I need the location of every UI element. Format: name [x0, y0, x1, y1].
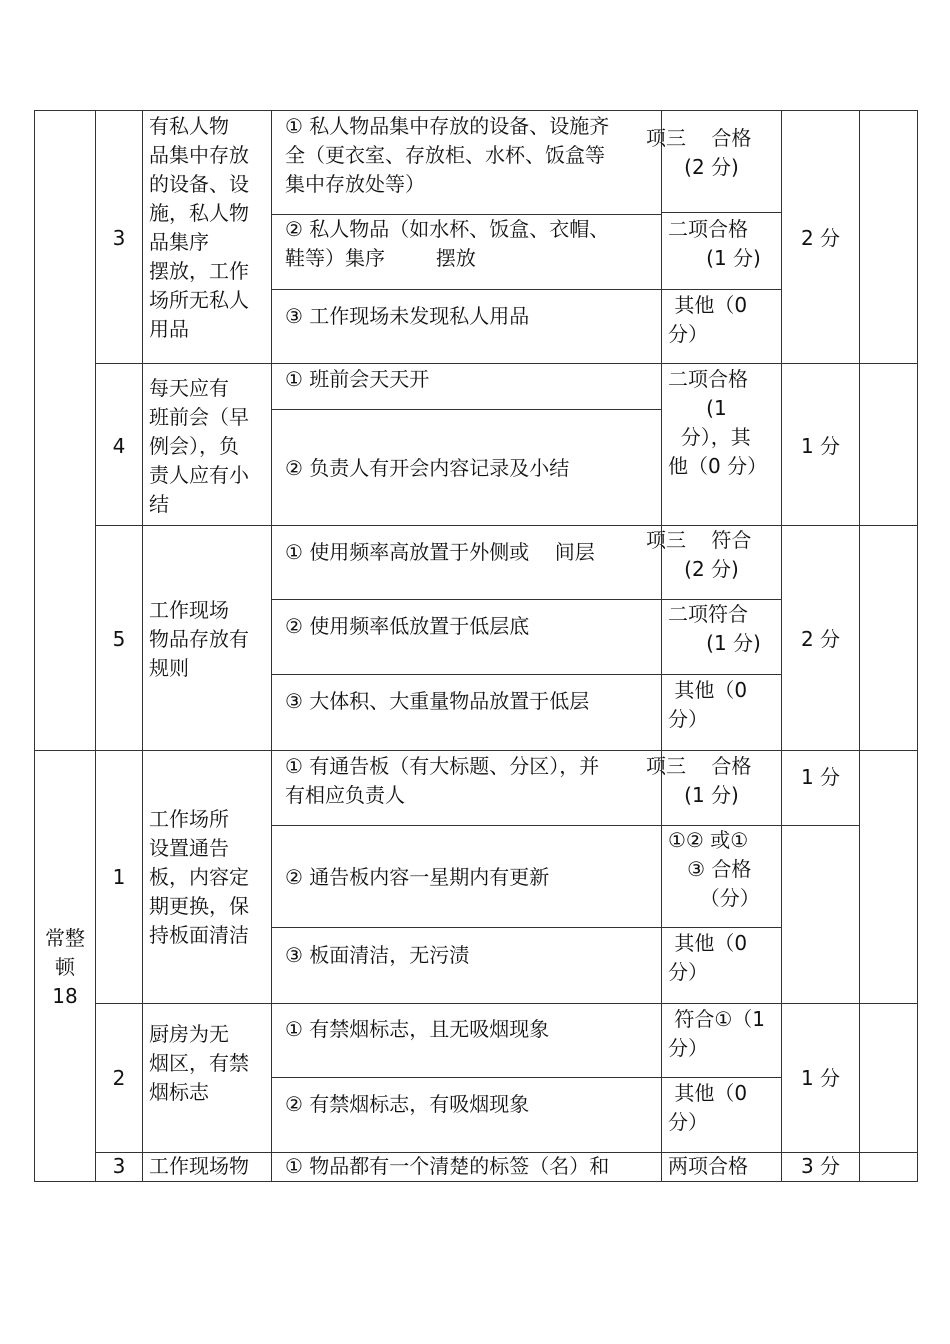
- grade-text: 项三 符合 (2 分): [646, 528, 752, 581]
- score-text: 2 分: [800, 226, 841, 250]
- criterion-text: ② 私人物品（如水杯、饭盒、衣帽、 鞋等）集序 摆放: [285, 217, 610, 270]
- col-border: [917, 110, 918, 1182]
- group-divider: [95, 363, 918, 364]
- col-border: [859, 110, 860, 1182]
- criterion-text: ③ 大体积、大重量物品放置于低层: [285, 689, 590, 713]
- item-number: 5: [112, 627, 126, 651]
- col-border: [34, 110, 35, 1182]
- criterion-text: ③ 工作现场未发现私人用品: [285, 304, 530, 328]
- requirement-text: 有私人物 品集中存放 的设备、设 施，私人物 品集序 摆放，工作 场所无私人 用品: [149, 114, 249, 341]
- requirement-text: 厨房为无 烟区，有禁 烟标志: [149, 1022, 249, 1104]
- item-number: 2: [112, 1066, 126, 1090]
- criterion-text: ② 通告板内容一星期内有更新: [285, 865, 550, 889]
- col-border: [271, 110, 272, 1182]
- requirement-text: 工作场所 设置通告 板，内容定 期更换，保 持板面清洁: [149, 807, 249, 947]
- grade-text: 二项合格 (1 分): [668, 217, 761, 270]
- row-divider: [271, 409, 661, 410]
- grade-text: 其他（0 分）: [668, 293, 748, 346]
- requirement-text: 每天应有 班前会（早 例会），负 责人应有小 结: [149, 376, 249, 516]
- grade-text: 项三 合格 (1 分): [646, 754, 752, 807]
- criterion-text: ③ 板面清洁，无污渍: [285, 943, 470, 967]
- row-divider: [271, 1077, 781, 1078]
- criterion-text: ② 负责人有开会内容记录及小结: [285, 456, 570, 480]
- item-number: 4: [112, 434, 126, 458]
- col-border: [661, 110, 662, 1182]
- criterion-text: ② 有禁烟标志，有吸烟现象: [285, 1092, 530, 1116]
- section-divider: [34, 750, 918, 751]
- row-divider: [271, 927, 781, 928]
- requirement-text: 工作现场物: [149, 1154, 249, 1178]
- table-bottom-border: [34, 1181, 918, 1182]
- grade-text: 其他（0 分）: [668, 678, 748, 731]
- row-divider: [271, 289, 781, 290]
- grade-text: 项三 合格 (2 分): [646, 126, 752, 179]
- grade-text: 符合①（1 分）: [668, 1007, 766, 1060]
- score-text: 1 分: [800, 765, 841, 789]
- score-text: 3 分: [800, 1154, 841, 1178]
- score-text: 1 分: [800, 1066, 841, 1090]
- grade-text: 两项合格: [668, 1154, 748, 1178]
- item-number: 3: [112, 226, 126, 250]
- grade-text: 其他（0 分）: [668, 1081, 748, 1134]
- row-divider: [661, 212, 781, 213]
- criterion-text: ① 物品都有一个清楚的标签（名）和: [285, 1154, 610, 1178]
- group-divider: [95, 1003, 918, 1004]
- criterion-text: ① 有禁烟标志，且无吸烟现象: [285, 1017, 550, 1041]
- criterion-text: ① 私人物品集中存放的设备、设施齐 全（更衣室、存放柜、水杯、饭盒等 集中存放处等）: [285, 114, 610, 196]
- item-number: 1: [112, 865, 126, 889]
- group-divider: [95, 525, 918, 526]
- item-number: 3: [112, 1154, 126, 1178]
- criterion-text: ② 使用频率低放置于低层底: [285, 614, 530, 638]
- row-divider: [271, 674, 781, 675]
- grade-text: 二项符合 (1 分): [668, 602, 761, 655]
- category-label: 常整 顿 18: [45, 926, 85, 1008]
- criterion-text: ① 班前会天天开: [285, 367, 430, 391]
- score-text: 1 分: [800, 434, 841, 458]
- requirement-text: 工作现场 物品存放有 规则: [149, 598, 249, 680]
- col-border: [142, 110, 143, 1182]
- criterion-text: ① 有通告板（有大标题、分区），并 有相应负责人: [285, 754, 600, 807]
- score-text: 2 分: [800, 627, 841, 651]
- grade-text: 其他（0 分）: [668, 931, 748, 984]
- grade-text: ①② 或① ③ 合格 （分）: [668, 828, 760, 910]
- criterion-text: ① 使用频率高放置于外侧或 间层: [285, 540, 595, 564]
- grade-text: 二项合格 (1 分），其 他（0 分）: [668, 367, 768, 478]
- table-top-border: [34, 110, 918, 111]
